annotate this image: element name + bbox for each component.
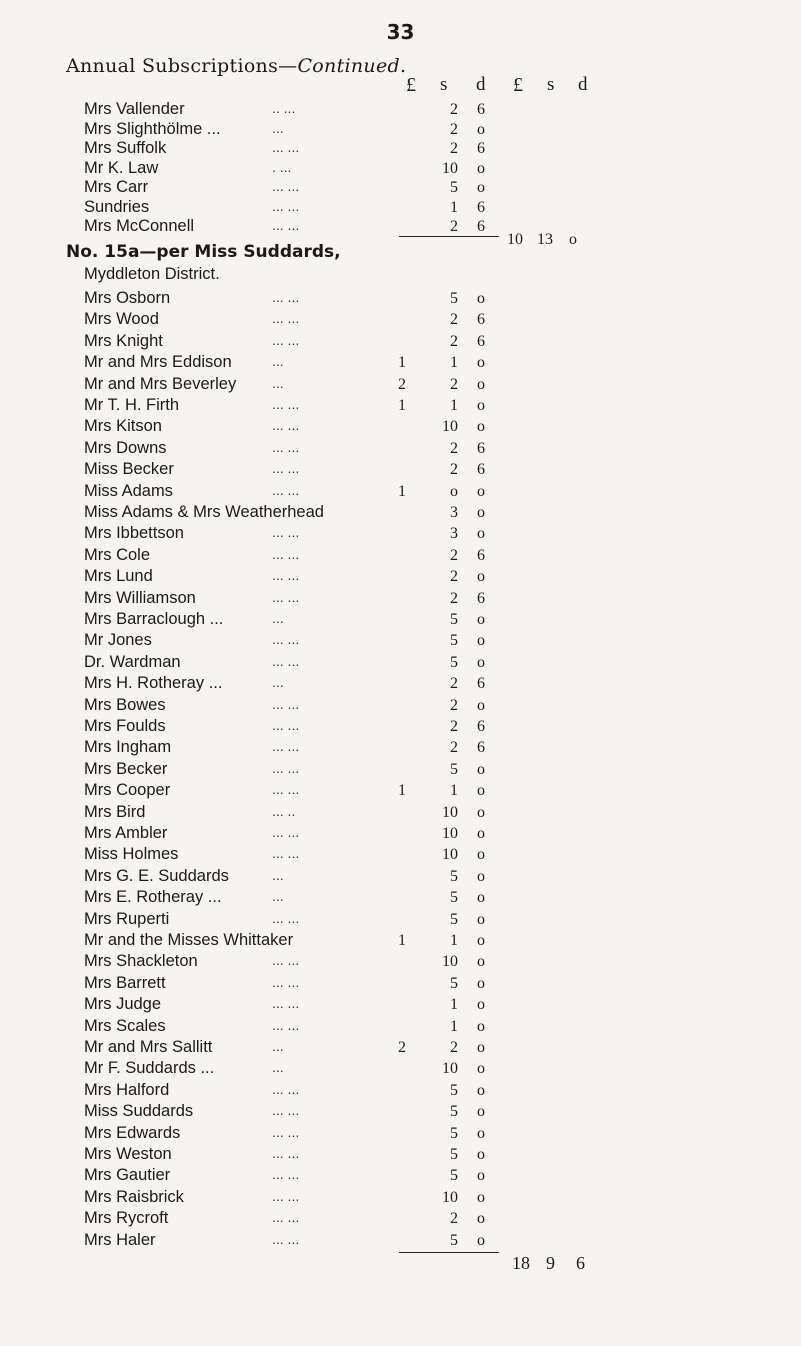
subscriber-name: Mrs Vallender	[84, 100, 185, 118]
amount-pence: o	[477, 760, 485, 778]
amount-pence: o	[477, 179, 485, 196]
leader-dots: ... ...	[272, 995, 300, 1012]
amount-pence: o	[477, 1060, 485, 1078]
amount-shillings: 5	[450, 1124, 458, 1142]
leader-dots: ... ...	[272, 1102, 300, 1119]
amount-shillings: 5	[450, 910, 458, 928]
leader-dots: ... ...	[272, 845, 300, 862]
amount-shillings: 5	[450, 974, 458, 992]
table-row	[0, 353, 801, 375]
leader-dots: ...	[272, 353, 284, 370]
table-row	[0, 482, 801, 504]
amount-shillings: 1	[450, 1017, 458, 1035]
amount-pence: o	[477, 910, 485, 928]
leader-dots: ... ...	[272, 567, 300, 584]
leader-dots: ...	[272, 1038, 284, 1054]
heading-main: Annual Subscriptions—	[66, 55, 298, 77]
amount-shillings: 1	[450, 198, 458, 216]
leader-dots: .. ...	[272, 100, 296, 116]
amount-pence: o	[477, 611, 485, 628]
table-row	[0, 460, 801, 482]
subscriber-name: Mr and Mrs Eddison	[84, 353, 232, 372]
leader-dots: ...	[272, 374, 284, 391]
amount-shillings: 2	[450, 140, 458, 157]
leader-dots: ... ...	[272, 1145, 300, 1161]
table-row	[0, 567, 801, 589]
leader-dots: ... ...	[272, 1230, 300, 1247]
table-row	[0, 760, 801, 782]
amount-pence: o	[477, 354, 485, 372]
subscriber-name: Mrs Ruperti	[84, 909, 170, 928]
amount-pence: o	[477, 653, 485, 671]
amount-pence: o	[477, 867, 485, 885]
table-row	[0, 1166, 801, 1188]
amount-shillings: 5	[450, 611, 458, 628]
table-row	[0, 1124, 801, 1146]
table-row	[0, 332, 801, 354]
subscriber-name: Mrs Judge	[84, 995, 162, 1014]
subscriber-name: Mr and the Misses Whittaker	[84, 931, 294, 949]
group2-total-shillings: 9	[546, 1253, 555, 1273]
amount-pence: 6	[477, 675, 485, 693]
amount-shillings: 2	[450, 218, 458, 235]
amount-pounds: 1	[398, 932, 406, 949]
table-row	[0, 974, 801, 996]
amount-shillings: 2	[450, 120, 458, 138]
table-row	[0, 717, 801, 739]
leader-dots: ... ...	[272, 824, 300, 840]
table-row	[0, 310, 801, 332]
table-row	[0, 417, 801, 439]
table-row	[0, 1102, 801, 1124]
table-row	[0, 910, 801, 932]
subscriber-name: Mrs Downs	[84, 438, 167, 457]
leader-dots: ... ...	[272, 460, 300, 477]
amount-shillings: 10	[442, 846, 458, 864]
amount-pence: 6	[477, 198, 485, 216]
amount-shillings: 10	[442, 418, 458, 436]
amount-shillings: 3	[450, 504, 458, 521]
subscriber-name: Mrs Kitson	[84, 417, 162, 436]
amount-pence: o	[477, 1146, 485, 1163]
amount-shillings: 2	[450, 718, 458, 735]
leader-dots: ... ...	[272, 217, 300, 233]
group2-total-pence: 6	[576, 1253, 585, 1273]
amount-pence: o	[477, 996, 485, 1014]
leader-dots: ...	[272, 674, 284, 691]
amount-shillings: 5	[450, 1231, 458, 1249]
leader-dots: ...	[272, 1059, 284, 1076]
amount-shillings: 10	[442, 825, 458, 842]
subscriber-name: Mrs Williamson	[84, 588, 196, 607]
amount-pence: 6	[477, 589, 485, 607]
amount-pence: o	[477, 1017, 485, 1035]
leader-dots: ... ...	[272, 1080, 300, 1097]
page-heading	[66, 55, 406, 77]
table-row	[0, 589, 801, 611]
subscriber-name: Mrs Ibbettson	[84, 524, 184, 543]
subscriber-name: Mr K. Law	[84, 158, 159, 177]
amount-shillings: 2	[450, 461, 458, 479]
table-row	[0, 1145, 801, 1167]
leader-dots: ... ...	[272, 738, 300, 755]
subscriber-name: Mrs Wood	[84, 310, 159, 329]
amount-pence: o	[477, 120, 485, 138]
subscriber-name: Mrs Halford	[84, 1080, 170, 1099]
subscriber-name: Sundries	[84, 197, 150, 216]
amount-pence: o	[477, 953, 485, 971]
subscriber-name: Miss Holmes	[84, 845, 179, 864]
group1-rule	[399, 236, 499, 237]
amount-shillings: 2	[450, 589, 458, 607]
table-row	[0, 289, 801, 311]
subscriber-name: Dr. Wardman	[84, 652, 181, 671]
subscriber-name: Miss Becker	[84, 460, 174, 479]
table-row	[0, 503, 801, 525]
table-row	[0, 1231, 801, 1253]
subscriber-name: Mrs Becker	[84, 759, 168, 778]
amount-shillings: 5	[450, 1167, 458, 1185]
subscriber-name: Mrs Ingham	[84, 738, 172, 757]
amount-shillings: 2	[450, 675, 458, 693]
subscriber-name: Mrs Knight	[84, 331, 163, 350]
amount-shillings: 10	[442, 1060, 458, 1078]
amount-pence: o	[477, 932, 485, 949]
amount-pence: o	[477, 482, 485, 500]
leader-dots: ... ...	[272, 1123, 300, 1140]
table-row	[0, 546, 801, 568]
leader-dots: ... ...	[272, 695, 300, 712]
amount-pence: 6	[477, 461, 485, 479]
leader-dots: ... ...	[272, 310, 300, 327]
header-shillings-1: s	[440, 74, 448, 95]
amount-shillings: 2	[450, 1210, 458, 1228]
amount-shillings: 5	[450, 1081, 458, 1099]
amount-pence: o	[477, 974, 485, 992]
table-row	[0, 738, 801, 760]
amount-pence: o	[477, 825, 485, 842]
table-row	[0, 1017, 801, 1039]
amount-shillings: 5	[450, 867, 458, 885]
subscriber-name: Mrs Ambler	[84, 824, 168, 842]
table-row	[0, 696, 801, 718]
subscriber-name: Mrs Shackleton	[84, 952, 198, 971]
amount-pence: o	[477, 1188, 485, 1206]
amount-shillings: 5	[450, 1146, 458, 1163]
table-row	[0, 995, 801, 1017]
amount-pence: o	[477, 803, 485, 821]
amount-shillings: 2	[450, 375, 458, 393]
amount-pence: o	[477, 1167, 485, 1185]
amount-pence: 6	[477, 311, 485, 329]
amount-shillings: 1	[450, 996, 458, 1014]
amount-pence: o	[477, 418, 485, 436]
table-row	[0, 439, 801, 461]
amount-pounds: 1	[398, 397, 406, 414]
amount-pence: 6	[477, 546, 485, 564]
leader-dots: ... ...	[272, 438, 300, 455]
table-row	[0, 845, 801, 867]
group1-total-pounds: 10	[507, 231, 523, 248]
amount-pence: o	[477, 290, 485, 307]
leader-dots: ... ...	[272, 178, 300, 194]
table-row	[0, 931, 801, 953]
amount-shillings: 1	[450, 932, 458, 949]
leader-dots: ... ...	[272, 331, 300, 348]
subscriber-name: Mr and Mrs Beverley	[84, 374, 237, 393]
table-row	[0, 653, 801, 675]
table-row	[0, 1209, 801, 1231]
table-row	[0, 1059, 801, 1081]
leader-dots: ... ...	[272, 588, 300, 605]
subscriber-name: Mrs Bowes	[84, 695, 166, 714]
leader-dots: ... ...	[272, 717, 300, 733]
amount-pence: o	[477, 1210, 485, 1228]
subscriber-name: Mrs Rycroft	[84, 1209, 169, 1228]
subscriber-name: Mrs Weston	[84, 1145, 172, 1163]
subscriber-name: Mr Jones	[84, 631, 152, 650]
amount-pence: o	[477, 525, 485, 543]
header-pence-2: d	[578, 74, 588, 95]
table-row	[0, 610, 801, 632]
table-row	[0, 375, 801, 397]
subscriber-name: Mrs Haler	[84, 1230, 156, 1249]
leader-dots: ... ..	[272, 802, 296, 819]
amount-shillings: 2	[450, 332, 458, 350]
amount-shillings: 5	[450, 632, 458, 650]
leader-dots: ... ...	[272, 545, 300, 562]
amount-pounds: 1	[398, 354, 406, 372]
amount-shillings: 1	[450, 782, 458, 800]
subscriber-name: Miss Adams & Mrs Weatherhead	[84, 503, 324, 521]
amount-pence: o	[477, 1039, 485, 1056]
amount-pounds: 2	[398, 375, 406, 393]
amount-shillings: 2	[450, 696, 458, 714]
group1-total-shillings: 13	[537, 231, 553, 248]
amount-shillings: 2	[450, 568, 458, 586]
amount-pence: o	[477, 568, 485, 586]
leader-dots: ...	[272, 119, 284, 136]
amount-shillings: 2	[450, 546, 458, 564]
leader-dots: ... ...	[272, 289, 300, 305]
subscriber-name: Mrs Lund	[84, 567, 153, 586]
subscriber-name: Mrs H. Rotheray ...	[84, 674, 223, 693]
leader-dots: ... ...	[272, 1016, 300, 1033]
subscriber-name: Mrs Bird	[84, 802, 146, 821]
amount-shillings: 10	[442, 1188, 458, 1206]
amount-shillings: o	[450, 482, 458, 500]
amount-pounds: 2	[398, 1039, 406, 1056]
amount-shillings: 5	[450, 760, 458, 778]
leader-dots: ... ...	[272, 909, 300, 926]
amount-pence: 6	[477, 718, 485, 735]
amount-pence: o	[477, 1124, 485, 1142]
header-pence-1: d	[476, 74, 486, 95]
subscriber-name: Mrs McConnell	[84, 217, 195, 235]
leader-dots: ... ...	[272, 759, 300, 776]
subscriber-name: Mrs Foulds	[84, 717, 166, 735]
table-row	[0, 1081, 801, 1103]
subscriber-name: Miss Suddards	[84, 1102, 194, 1121]
group2-rule	[399, 1252, 499, 1253]
subscriber-name: Mr T. H. Firth	[84, 396, 180, 414]
leader-dots: ... ...	[272, 952, 300, 969]
table-row	[0, 867, 801, 889]
subscriber-name: Miss Adams	[84, 481, 173, 500]
table-row	[0, 888, 801, 910]
table-row	[0, 524, 801, 546]
amount-pence: 6	[477, 101, 485, 118]
subscriber-name: Mrs Raisbrick	[84, 1187, 184, 1206]
subscriber-name: Mrs Barraclough ...	[84, 610, 224, 628]
amount-pence: o	[477, 696, 485, 714]
amount-pence: o	[477, 1081, 485, 1099]
amount-pence: 6	[477, 739, 485, 757]
subscriber-name: Mrs Barrett	[84, 973, 166, 992]
amount-shillings: 2	[450, 101, 458, 118]
amount-shillings: 10	[442, 159, 458, 177]
leader-dots: ...	[272, 610, 284, 626]
group2-title: No. 15a—per Miss Suddards,	[66, 242, 341, 262]
leader-dots: ... ...	[272, 139, 300, 155]
subscriber-name: Mrs Cooper	[84, 781, 171, 800]
leader-dots: ... ...	[272, 1209, 300, 1226]
group2-subtitle: Myddleton District.	[84, 265, 220, 283]
table-row	[0, 396, 801, 418]
leader-dots: ... ...	[272, 524, 300, 541]
amount-shillings: 5	[450, 653, 458, 671]
subscriber-name: Mrs Gautier	[84, 1166, 171, 1185]
amount-pence: o	[477, 159, 485, 177]
leader-dots: ... ...	[272, 396, 300, 412]
group2-total-pounds: 18	[512, 1253, 530, 1273]
leader-dots: ... ...	[272, 973, 300, 990]
leader-dots: ... ...	[272, 417, 300, 434]
leader-dots: ... ...	[272, 631, 300, 648]
table-row	[0, 952, 801, 974]
amount-pence: o	[477, 504, 485, 521]
amount-pence: o	[477, 1103, 485, 1121]
amount-shillings: 2	[450, 439, 458, 457]
table-row	[0, 1188, 801, 1210]
amount-shillings: 2	[450, 311, 458, 329]
subscriber-name: Mrs Slighthölme ...	[84, 119, 221, 138]
leader-dots: ...	[272, 866, 284, 883]
leader-dots: . ...	[272, 158, 292, 175]
amount-pence: o	[477, 846, 485, 864]
subscriber-name: Mrs Edwards	[84, 1123, 181, 1142]
table-row	[0, 674, 801, 696]
amount-pence: 6	[477, 332, 485, 350]
table-row	[0, 781, 801, 803]
amount-shillings: 1	[450, 397, 458, 414]
amount-shillings: 5	[450, 290, 458, 307]
subscriber-name: Mrs Scales	[84, 1016, 166, 1035]
amount-pence: o	[477, 397, 485, 414]
subscriber-name: Mr F. Suddards ...	[84, 1059, 215, 1078]
subscriber-name: Mrs G. E. Suddards	[84, 866, 229, 885]
page-number: 33	[386, 20, 415, 44]
amount-shillings: 1	[450, 354, 458, 372]
amount-shillings: 10	[442, 953, 458, 971]
amount-pounds: 1	[398, 482, 406, 500]
table-row	[0, 824, 801, 846]
heading-continued: Continued.	[297, 55, 407, 77]
amount-pence: o	[477, 632, 485, 650]
table-row	[0, 631, 801, 653]
amount-shillings: 2	[450, 1039, 458, 1056]
subscriber-name: Mrs Carr	[84, 178, 149, 196]
amount-pence: o	[477, 1231, 485, 1249]
amount-pounds: 1	[398, 782, 406, 800]
leader-dots: ... ...	[272, 652, 300, 669]
header-pounds-2: £	[513, 74, 523, 96]
leader-dots: ...	[272, 888, 284, 905]
subscriber-name: Mrs Osborn	[84, 289, 171, 307]
leader-dots: ... ...	[272, 197, 300, 214]
group1-total-pence: o	[569, 231, 577, 248]
amount-shillings: 5	[450, 1103, 458, 1121]
amount-shillings: 5	[450, 889, 458, 907]
amount-pence: 6	[477, 439, 485, 457]
leader-dots: ... ...	[272, 481, 300, 498]
amount-pence: o	[477, 782, 485, 800]
amount-shillings: 2	[450, 739, 458, 757]
subscriber-name: Mr and Mrs Sallitt	[84, 1038, 213, 1056]
header-shillings-2: s	[547, 74, 555, 95]
header-pounds-1: £	[406, 74, 416, 96]
leader-dots: ... ...	[272, 1166, 300, 1183]
amount-shillings: 10	[442, 803, 458, 821]
subscriber-name: Mrs Cole	[84, 545, 151, 564]
subscriber-name: Mrs Suffolk	[84, 139, 167, 157]
leader-dots: ... ...	[272, 1187, 300, 1204]
table-row	[0, 1038, 801, 1060]
amount-pence: o	[477, 889, 485, 907]
amount-pence: 6	[477, 218, 485, 235]
amount-shillings: 5	[450, 179, 458, 196]
table-row	[0, 803, 801, 825]
leader-dots: ... ...	[272, 781, 300, 798]
amount-pence: 6	[477, 140, 485, 157]
amount-shillings: 3	[450, 525, 458, 543]
subscriber-name: Mrs E. Rotheray ...	[84, 888, 222, 907]
amount-pence: o	[477, 375, 485, 393]
